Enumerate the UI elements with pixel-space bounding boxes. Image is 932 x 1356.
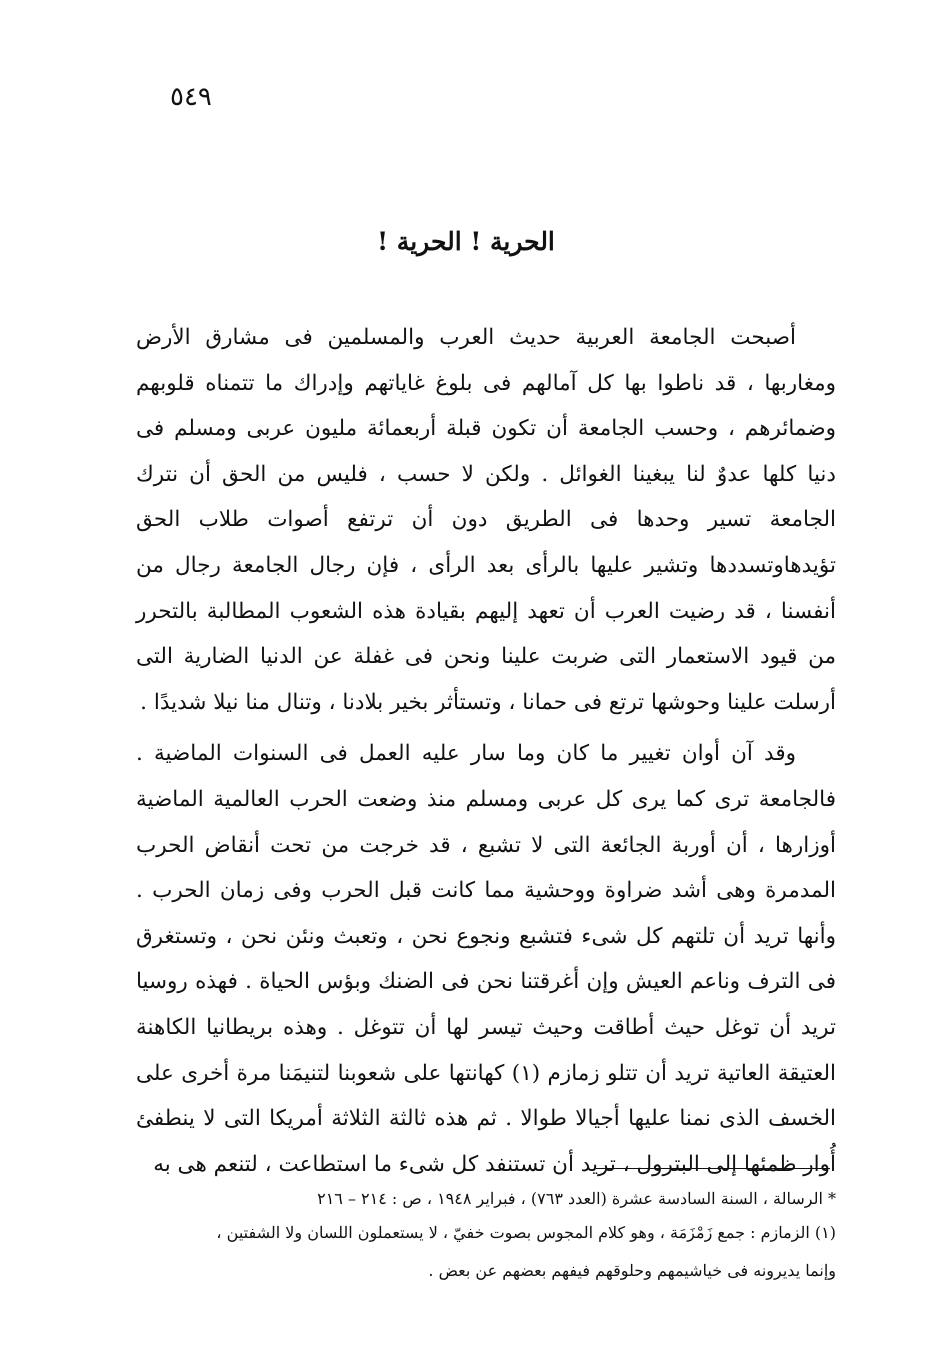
paragraph-1: أصبحت الجامعة العربية حديث العرب والمسلمين فى مشارق الأرض ومغاربها ، قد ناطوا بها كل آمالهم فى بلوغ غاياتهم وإدراك ما تتمناه قلوبهم وضمائرهم ، وحسب الجامعة أن تكون قبلة أربعمائة مليون عربى ومسلم فى دنيا كلها عدوٌ لنا يبغينا الغوائل . ولكن لا حسب ، فليس من الحق أن نترك الجامعة تسير وحدها فى الطريق دون أن ترتفع أصوات طلاب الحق تؤيدهاوتسددها وتشير عليها بالرأى بعد الرأى ، فإن رجال الجامعة رجال من أنفسنا ، قد رضيت العرب أن تعهد إليهم بقيادة هذه الشعوب المطالبة بالتحرر من قيود الاستعمار التى ضربت علينا ونحن فى غفلة عن الدنيا الضارية التى أرسلت علينا وحوشها ترتع فى حمانا ، وتستأثر بخير بلادنا ، وتنال منا نيلا شديدًا . <box>136 325 836 715</box>
footnote-1-line-2: وإنما يديرونه فى خياشيمهم وحلوقهم فيفهم بعضهم عن بعض . <box>428 1261 836 1280</box>
footnotes <box>136 1182 836 1288</box>
article-title: الحرية ! الحرية ! <box>377 227 555 256</box>
footnote-divider <box>596 1168 830 1169</box>
footnote-source: * الرسالة ، السنة السادسة عشرة (العدد ٧٦٣) ، فبراير ١٩٤٨ ، ص : ٢١٤ – ٢١٦ <box>317 1189 836 1208</box>
page-number: ٥٤٩ <box>170 82 212 112</box>
article-body <box>136 315 836 1187</box>
footnote-1-line-1: (١) الزمازم : جمع زَمْزَمَة ، وهو كلام المجوس بصوت خفيّ ، لا يستعملون اللسان ولا الشفتين ، <box>216 1223 836 1242</box>
paragraph-2: وقد آن أوان تغيير ما كان وما سار عليه العمل فى السنوات الماضية . فالجامعة ترى كما يرى كل عربى ومسلم منذ وضعت الحرب العالمية الماضية أوزارها ، أن أوربة الجائعة التى لا تشبع ، قد خرجت من تحت أنقاض الحرب المدمرة وهى أشد ضراوة ووحشية مما كانت قبل الحرب وفى زمان الحرب . وأنها تريد أن تلتهم كل شىء فتشبع ونجوع نحن ، وتعبث ونئن نحن ، وتستغرق فى الترف وناعم العيش وإن أغرقتنا نحن فى الضنك وبؤس الحياة . فهذه روسيا تريد أن توغل حيث أطاقت وحيث تيسر لها أن تتوغل . وهذه بريطانيا الكاهنة العتيقة العاتية تريد أن تتلو زمازم (١) كهانتها على شعوبنا لتنيمَنا مرة أخرى على الخسف الذى نمنا عليها أجيالا طوالا . ثم هذه ثالثة الثلاثة أمريكا التى لا ينطفئ أُوار ظمئها إلى البترول ، تريد أن تستنفد كل شىء ما استطاعت ، لتنعم هى به <box>136 741 837 1177</box>
